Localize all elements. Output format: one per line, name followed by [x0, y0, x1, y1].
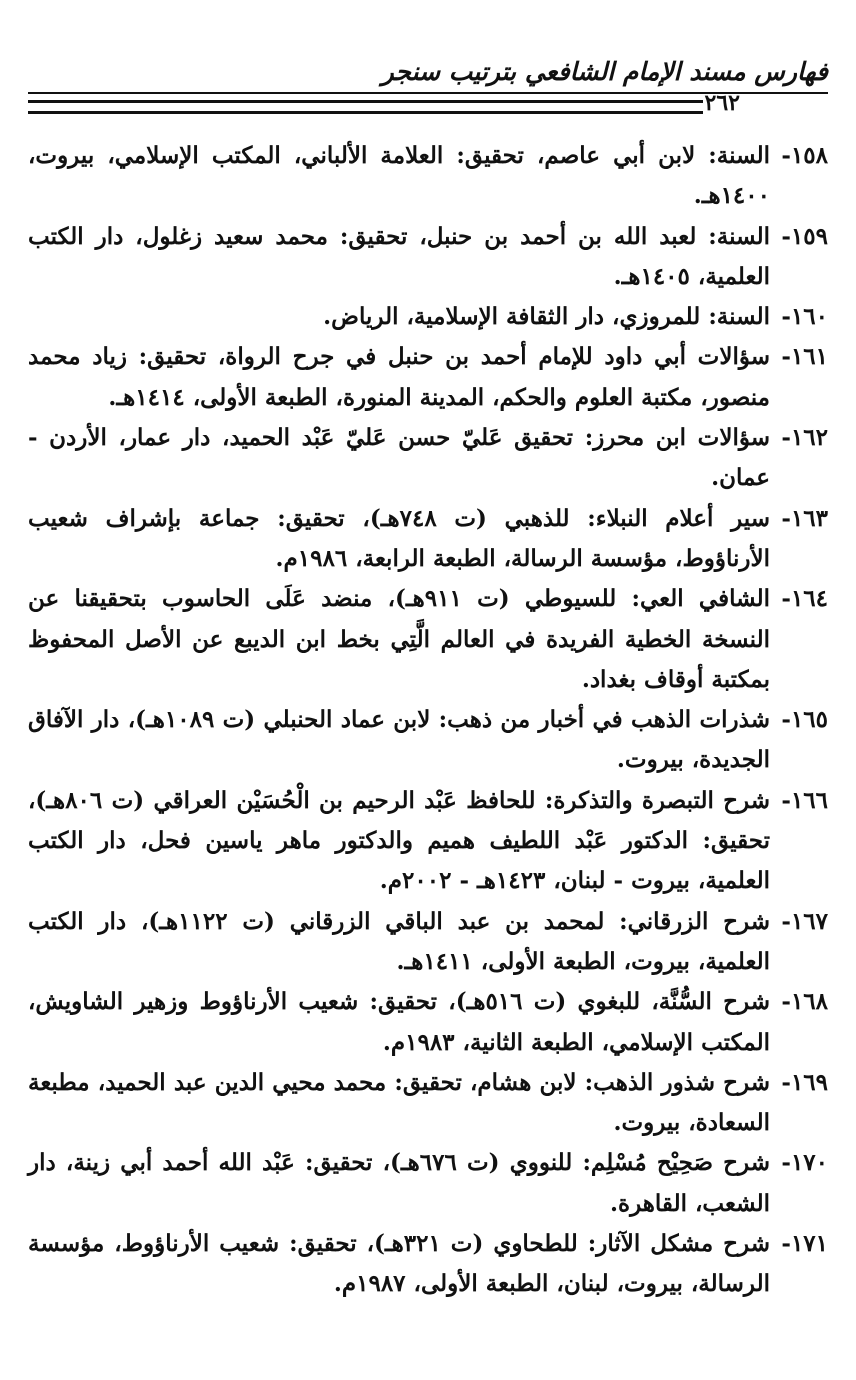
bibliography-entry	[28, 579, 828, 700]
bibliography-entry	[28, 1224, 828, 1305]
entry-number: ١٥٨-	[781, 142, 828, 169]
bibliography-list	[28, 136, 828, 1305]
bibliography-entry	[28, 700, 828, 781]
bibliography-entry	[28, 297, 828, 337]
entry-number: ١٦٣-	[781, 504, 828, 532]
entry-text: شرح صَحِيْح مُسْلِم: للنووي (ت ٦٧٦هـ)، تحقيق: عَبْد الله أحمد أبي زينة، دار الشعب، القاهرة.	[28, 1149, 770, 1217]
entry-text: شرح السُّنَّة، للبغوي (ت ٥١٦هـ)، تحقيق: شعيب الأرناؤوط وزهير الشاويش، المكتب الإسلامي، الطبعة الثانية، ١٩٨٣م.	[28, 988, 770, 1056]
entry-number: ١٦٨-	[781, 988, 828, 1016]
entry-number: ١٧١-	[781, 1230, 828, 1258]
entry-text: سير أعلام النبلاء: للذهبي (ت ٧٤٨هـ)، تحقيق: جماعة بإشراف شعيب الأرناؤوط، مؤسسة الرسالة، الطبعة الرابعة، ١٩٨٦م.	[28, 504, 770, 572]
entry-number: ١٦١-	[781, 343, 828, 371]
bibliography-entry	[28, 499, 828, 580]
entry-number: ١٦٥-	[781, 706, 828, 734]
bibliography-entry	[28, 418, 828, 499]
running-header	[28, 52, 828, 114]
entry-number: ١٥٩-	[781, 222, 828, 250]
entry-text: شرح التبصرة والتذكرة: للحافظ عَبْد الرحيم بن الْحُسَيْن العراقي (ت ٨٠٦هـ)، تحقيق: الدكتور عَبْد اللطيف هميم والدكتور ماهر ياسين فحل، دار الكتب العلمية، بيروت - لبنان، ١٤٢٣هـ - ٢٠٠٢م.	[28, 786, 770, 895]
running-title: فهارس مسند الإمام الشافعي بترتيب سنجر	[381, 57, 828, 86]
bibliography-entry	[28, 781, 828, 902]
entry-number: ١٦٦-	[781, 786, 828, 814]
bibliography-entry	[28, 982, 828, 1063]
bibliography-entry	[28, 217, 828, 298]
entry-text: السنة: لعبد الله بن أحمد بن حنبل، تحقيق: محمد سعيد زغلول، دار الكتب العلمية، ١٤٠٥هـ.	[28, 222, 770, 290]
entry-number: ١٦٩-	[781, 1068, 828, 1096]
entry-text: الشافي العي: للسيوطي (ت ٩١١هـ)، منضد عَلَى الحاسوب بتحقيقنا عن النسخة الخطية الفريدة في العالم الَّتِي بخط ابن الديبع عن الأصل المحفوظ بمكتبة أوقاف بغداد.	[28, 585, 770, 693]
entry-number: ١٦٠-	[781, 303, 828, 331]
entry-text: شذرات الذهب في أخبار من ذهب: لابن عماد الحنبلي (ت ١٠٨٩هـ)، دار الآفاق الجديدة، بيروت.	[28, 706, 770, 774]
entry-number: ١٧٠-	[781, 1149, 828, 1177]
bibliography-entry	[28, 1063, 828, 1144]
entry-text: شرح شذور الذهب: لابن هشام، تحقيق: محمد محيي الدين عبد الحميد، مطبعة السعادة، بيروت.	[28, 1068, 770, 1137]
entry-text: شرح الزرقاني: لمحمد بن عبد الباقي الزرقاني (ت ١١٢٢هـ)، دار الكتب العلمية، بيروت، الطبعة الأولى، ١٤١١هـ.	[28, 907, 770, 975]
page-number: ٢٦٢	[704, 90, 740, 116]
header-double-rule-left	[28, 100, 703, 114]
entry-text: السنة: لابن أبي عاصم، تحقيق: العلامة الألباني، المكتب الإسلامي، بيروت، ١٤٠٠هـ.	[28, 142, 770, 210]
bibliography-entry	[28, 136, 828, 217]
bibliography-entry	[28, 1143, 828, 1224]
header-rule-row	[28, 92, 828, 116]
bibliography-entry	[28, 337, 828, 418]
entry-text: سؤالات ابن محرز: تحقيق عَليّ حسن عَليّ عَبْد الحميد، دار عمار، الأردن - عمان.	[28, 424, 770, 492]
entry-number: ١٦٧-	[781, 907, 828, 935]
entry-number: ١٦٢-	[781, 424, 828, 452]
entry-text: سؤالات أبي داود للإمام أحمد بن حنبل في جرح الرواة، تحقيق: زياد محمد منصور، مكتبة العلوم والحكم، المدينة المنورة، الطبعة الأولى، ١٤١٤هـ.	[28, 343, 770, 411]
bibliography-entry	[28, 902, 828, 983]
entry-number: ١٦٤-	[781, 585, 828, 613]
entry-text: شرح مشكل الآثار: للطحاوي (ت ٣٢١هـ)، تحقيق: شعيب الأرناؤوط، مؤسسة الرسالة، بيروت، لبنان، الطبعة الأولى، ١٩٨٧م.	[28, 1230, 770, 1298]
entry-text: السنة: للمروزي، دار الثقافة الإسلامية، الرياض.	[323, 303, 770, 331]
